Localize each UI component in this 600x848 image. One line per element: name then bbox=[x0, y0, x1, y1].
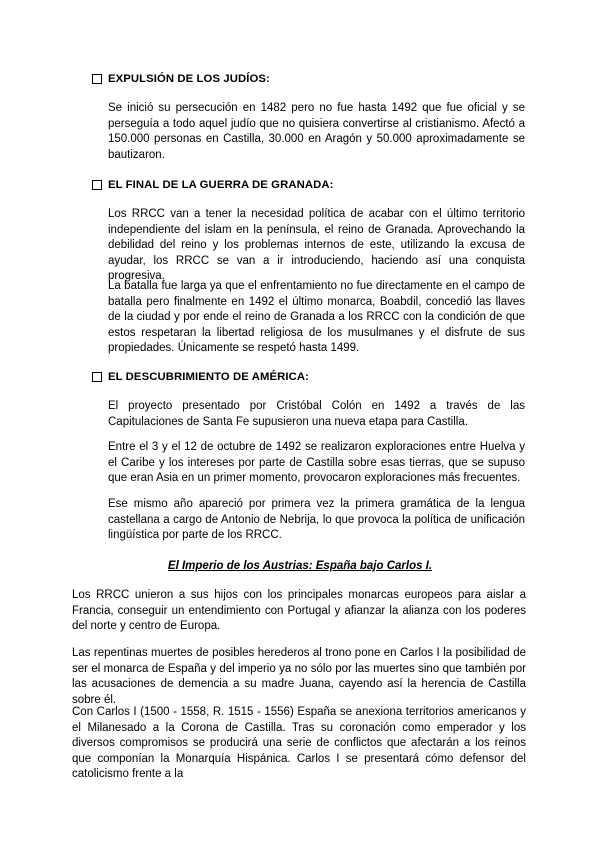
checkbox-bullet-icon bbox=[92, 74, 102, 84]
section-heading-expulsion bbox=[92, 73, 270, 85]
section-heading-text: EL DESCUBRIMIENTO DE AMÉRICA: bbox=[108, 371, 310, 383]
paragraph-america-1: El proyecto presentado por Cristóbal Colón en 1492 a través de las Capitulaciones de Santa Fe supusieron una nueva etapa para Castilla. bbox=[108, 400, 525, 428]
paragraph-america-2: Entre el 3 y el 12 de octubre de 1492 se realizaron exploraciones entre Huelva y el Caribe y los intereses por parte de Castilla sobre esas tierras, que se supuso que eran Asia en un primer momento, provocaron exploraciones más frecuentes. bbox=[108, 441, 525, 485]
section-heading-america bbox=[92, 371, 309, 383]
section-heading-granada bbox=[92, 179, 333, 191]
checkbox-bullet-icon bbox=[92, 180, 102, 190]
section-heading-text: EL FINAL DE LA GUERRA DE GRANADA: bbox=[108, 179, 334, 191]
paragraph-austrias-1: Los RRCC unieron a sus hijos con los principales monarcas europeos para aislar a Francia, conseguir un entendimiento con Portugal y afianzar la alianza con los poderes del norte y centro de Europa. bbox=[72, 589, 526, 633]
paragraph-austrias-3: Con Carlos I (1500 - 1558, R. 1515 - 1556) España se anexiona territorios americanos y el Milanesado a la Corona de Castilla. Tras su coronación como emperador y los diversos compromisos se producirá una serie de conflictos que afectarán a los reinos que componían la Monarquía Hispánica. Carlos I se presentará cómo defensor del catolicismo frente a la bbox=[72, 706, 526, 781]
checkbox-bullet-icon bbox=[92, 372, 102, 382]
paragraph-granada-1: Los RRCC van a tener la necesidad política de acabar con el último territorio independiente del islam en la península, el reino de Granada. Aprovechando la debilidad del reino y los problemas internos de este, utilizando la excusa de ayudar, los RRCC se van a ir introduciendo, haciendo así una conquista progresiva. bbox=[108, 208, 525, 283]
paragraph-expulsion-1: Se inició su persecución en 1482 pero no fue hasta 1492 que fue oficial y se perseguía a todo aquel judío que no quisiera convertirse al cristianismo. Afectó a 150.000 personas en Castilla, 30.000 en Aragón y 50.000 aproximadamente se bautizaron. bbox=[108, 102, 525, 161]
paragraph-granada-2: La batalla fue larga ya que el enfrentamiento no fue directamente en el campo de batalla pero finalmente en 1492 el último monarca, Boabdil, concedió las llaves de la ciudad y por ende el reino de Granada a los RRCC con la condición de que estos respetaran la libertad religiosa de los musulmanes y el disfrute de sus propiedades. Únicamente se respetó hasta 1499. bbox=[108, 280, 525, 355]
paragraph-america-3: Ese mismo año apareció por primera vez la primera gramática de la lengua castellana a cargo de Antonio de Nebrija, lo que provoca la política de unificación lingüística por parte de los RRCC. bbox=[108, 498, 525, 542]
subtitle-austrias: El Imperio de los Austrias: España bajo Carlos I. bbox=[167, 560, 433, 572]
paragraph-austrias-2: Las repentinas muertes de posibles herederos al trono pone en Carlos I la posibilidad de ser el monarca de España y del imperio ya no sólo por las muertes sino que también por las acusaciones de demencia a su madre Juana, cayendo así la herencia de Castilla sobre él. bbox=[72, 647, 526, 706]
section-heading-text: EXPULSIÓN DE LOS JUDÍOS: bbox=[108, 73, 270, 85]
